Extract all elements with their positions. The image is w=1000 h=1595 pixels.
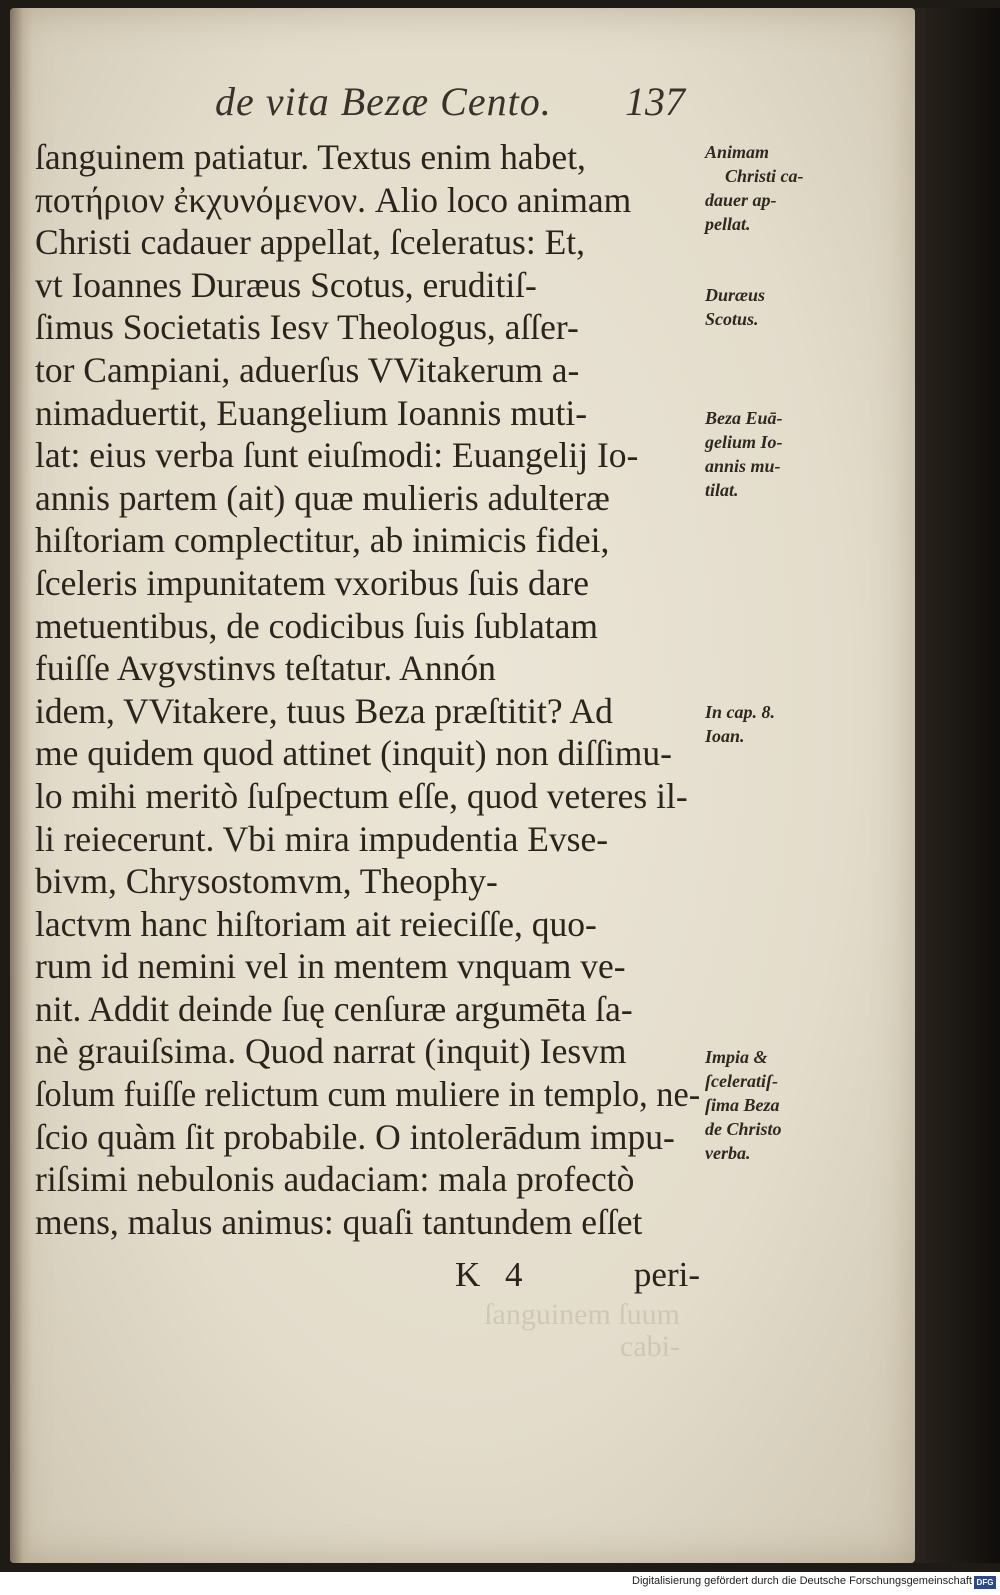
page-number: 137: [625, 79, 685, 124]
text-line: ſanguinem patiatur. Textus enim habet,: [35, 137, 586, 177]
text-line: riſsimi nebulonis audaciam: mala profectò: [35, 1159, 635, 1200]
margin-note-line: Beza Euā-: [705, 408, 783, 428]
bleed-through-line: ſanguinem ſuum: [484, 1298, 680, 1331]
text-line: metuentibus, de codicibus ſuis ſublatam: [35, 605, 598, 646]
text-line: ſceleris impunitatem vxoribus ſuis dare: [35, 562, 590, 603]
text-line: Christi cadauer appellat, ſceleratus: Et,: [35, 222, 586, 263]
text-line: nit. Addit deinde ſuę cenſuræ argumēta ſa-: [35, 988, 633, 1029]
text-line: annis partem (ait) quæ mulieris adulteræ: [35, 477, 610, 518]
margin-note-line: ſima Beza: [705, 1095, 780, 1115]
text-line: idem, VVitakere, tuus Beza præſtitit? Ad: [35, 690, 613, 731]
margin-note-line: Animam: [705, 142, 770, 162]
bleed-through-text: [60, 1298, 680, 1363]
running-header: [215, 78, 695, 134]
margin-note-line: verba.: [705, 1143, 751, 1163]
text-line: lat: eius verba ſunt eiuſmodi: Euangelij Io-: [35, 435, 639, 476]
text-line: li reiecerunt. Vbi mira impudentia Evse-: [35, 818, 609, 859]
margin-note-line: ſceleratiſ-: [705, 1071, 778, 1091]
margin-note: [705, 406, 850, 502]
margin-note: [705, 140, 850, 236]
margin-note-line: Christi ca-: [725, 166, 804, 186]
margin-note-line: gelium Io-: [705, 432, 783, 452]
margin-note-line: Ioan.: [705, 726, 745, 746]
text-line: ſolum fuiſſe relictum cum muliere in templo, ne-: [35, 1074, 701, 1115]
margin-note-line: Scotus.: [705, 309, 759, 329]
margin-note-line: pellat.: [705, 214, 751, 234]
text-line: vt Ioannes Duræus Scotus, eruditiſ-: [35, 264, 537, 305]
text-line: me quidem quod attinet (inquit) non diſſimu-: [35, 733, 672, 774]
main-text-block: [35, 136, 700, 1243]
margin-note: [705, 1045, 850, 1165]
signature-mark: K 4: [455, 1255, 531, 1294]
text-line: bivm, Chrysostomvm, Theophy-: [35, 861, 498, 902]
text-line: ποτήριον ἐκχυνόμενον. Alio loco animam: [35, 179, 632, 220]
text-line: nè grauiſsima. Quod narrat (inquit) Iesvm: [35, 1031, 627, 1072]
text-line: fuiſſe Avgvstinvs teſtatur. Annón: [35, 648, 496, 689]
text-line: lo mihi meritò ſuſpectum eſſe, quod veteres il-: [35, 775, 688, 816]
text-line: hiſtoriam complectitur, ab inimicis fidei,: [35, 520, 610, 561]
margin-note-line: In cap. 8.: [705, 702, 776, 722]
text-line: tor Campiani, aduerſus VVitakerum a-: [35, 349, 580, 390]
margin-note-line: Duræus: [705, 285, 766, 305]
text-line: rum id nemini vel in mentem vnquam ve-: [35, 946, 626, 987]
text-line: ſimus Societatis Iesv Theologus, aſſer-: [35, 307, 579, 348]
text-line: lactvm hanc hiſtoriam ait reieciſſe, quo-: [35, 903, 597, 944]
text-line: ſcio quàm ſit probabile. O intolerādum impu-: [35, 1116, 675, 1157]
credit-text: Digitalisierung gefördert durch die Deutsche Forschungsgemeinschaft: [632, 1575, 972, 1587]
margin-note: [705, 700, 850, 748]
dfg-logo: DFG: [974, 1576, 996, 1589]
running-title: de vita Bezæ Cento.: [215, 79, 552, 124]
margin-note: [705, 283, 850, 331]
margin-note-line: annis mu-: [705, 456, 781, 476]
margin-note-line: dauer ap-: [705, 190, 777, 210]
margin-note-line: de Christo: [705, 1119, 782, 1139]
margin-note-line: Impia &: [705, 1047, 768, 1067]
catchword: peri-: [633, 1255, 700, 1294]
text-line: nimaduertit, Euangelium Ioannis muti-: [35, 392, 588, 433]
page-edge-background: [915, 8, 1000, 1563]
digitization-credit-bar: [0, 1572, 1000, 1595]
bleed-through-line: cabi-: [620, 1330, 680, 1363]
margin-note-line: tilat.: [705, 480, 739, 500]
page-spine-shadow: [10, 8, 32, 1563]
text-line: mens, malus animus: quaſi tantundem eſſet: [35, 1201, 643, 1242]
